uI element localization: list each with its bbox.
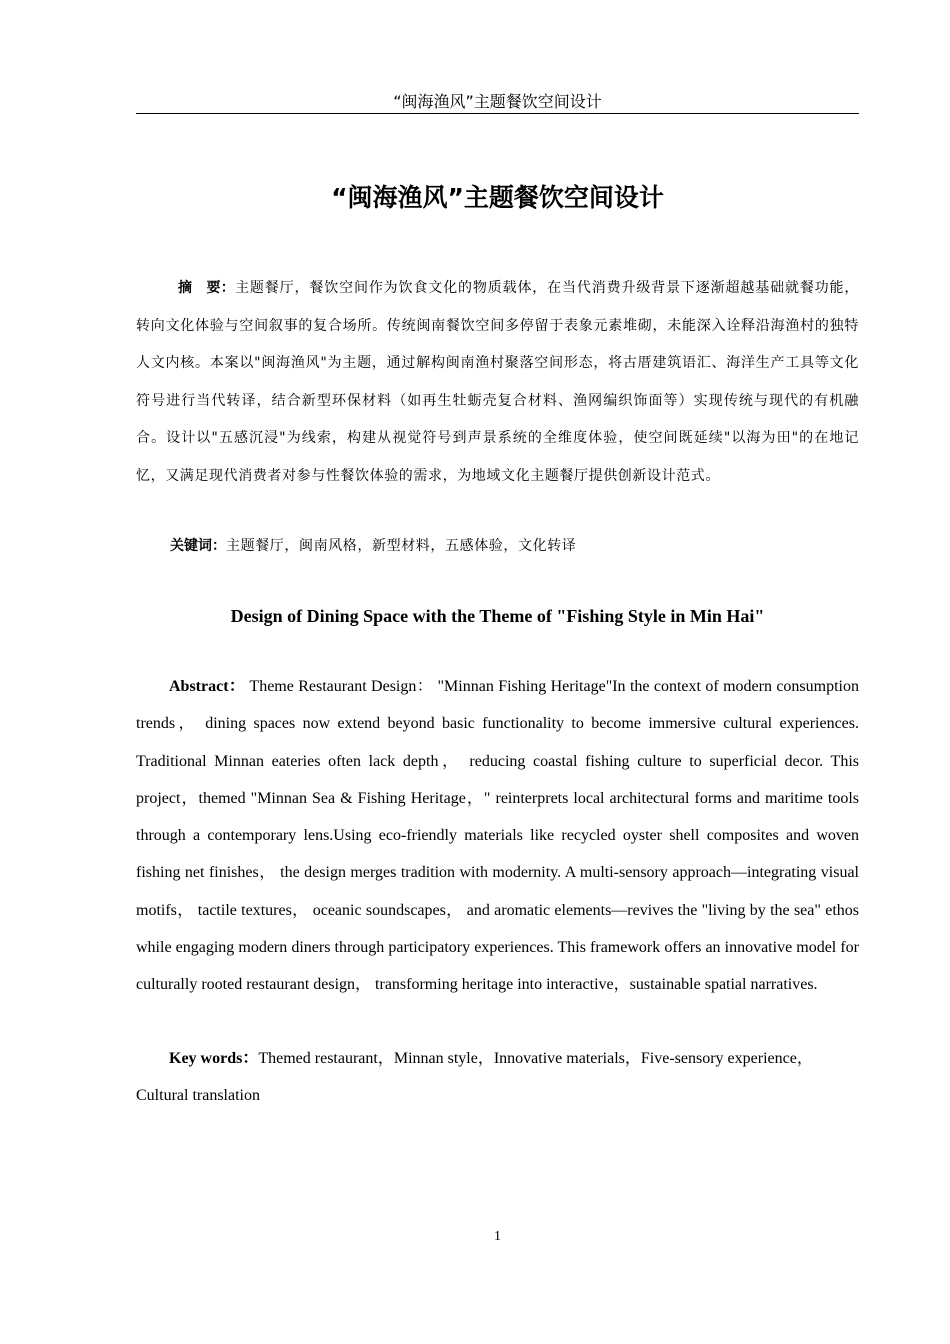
english-abstract: [136, 668, 859, 1004]
english-abstract-text: Theme Restaurant Design： "Minnan Fishing Heritage"In the context of modern consumption trends， dining spaces now extend beyond basic functionality to become immersive cultural experiences. Traditional Minnan eateries often lack depth， reducing coastal fishing culture to superficial decor. This project，themed "Minnan Sea & Fishing Heritage，" reinterprets local architectural forms and maritime tools through a contemporary lens.Using eco-friendly materials like recycled oyster shell composites and woven fishing net finishes， the design merges tradition with modernity. A multi-sensory approach—integrating visual motifs， tactile textures， oceanic soundscapes， and aromatic elements—revives the "living by the sea" ethos while engaging modern diners through participatory experiences. This framework offers an innovative model for culturally rooted restaurant design， transforming heritage into interactive，sustainable spatial narratives.: [136, 678, 859, 994]
chinese-keywords-text: 主题餐厅，闽南风格，新型材料，五感体验，文化转译: [226, 538, 577, 554]
header-rule: [136, 113, 859, 114]
english-keywords: [136, 1040, 859, 1114]
chinese-abstract-text: 主题餐厅，餐饮空间作为饮食文化的物质载体，在当代消费升级背景下逐渐超越基础就餐功能，转向文化体验与空间叙事的复合场所。传统闽南餐饮空间多停留于表象元素堆砌，未能深入诠释沿海渔村的独特人文内核。本案以"闽海渔风"为主题，通过解构闽南渔村聚落空间形态，将古厝建筑语汇、海洋生产工具等文化符号进行当代转译，结合新型环保材料（如再生牡蛎壳复合材料、渔网编织饰面等）实现传统与现代的有机融合。设计以"五感沉浸"为线索，构建从视觉符号到声景系统的全维度体验，使空间既延续"以海为田"的在地记忆，又满足现代消费者对参与性餐饮体验的需求，为地域文化主题餐厅提供创新设计范式。: [136, 280, 860, 484]
chinese-keywords-label: 关键词：: [170, 538, 226, 554]
english-keywords-text: Themed restaurant，Minnan style，Innovative materials，Five-sensory experience，Cultural translation: [136, 1050, 813, 1104]
running-header: “闽海渔风”主题餐饮空间设计: [393, 92, 602, 111]
chinese-keywords: [136, 528, 859, 564]
chinese-abstract: [136, 270, 859, 495]
chinese-abstract-label: 摘 要：: [178, 280, 236, 296]
english-keywords-label: Key words：: [169, 1050, 259, 1067]
chinese-title: “闽海渔风”主题餐饮空间设计: [331, 183, 664, 212]
english-abstract-label: Abstract：: [169, 678, 246, 695]
page-number: 1: [494, 1229, 501, 1244]
english-title: Design of Dining Space with the Theme of "Fishing Style in Min Hai": [230, 606, 765, 626]
